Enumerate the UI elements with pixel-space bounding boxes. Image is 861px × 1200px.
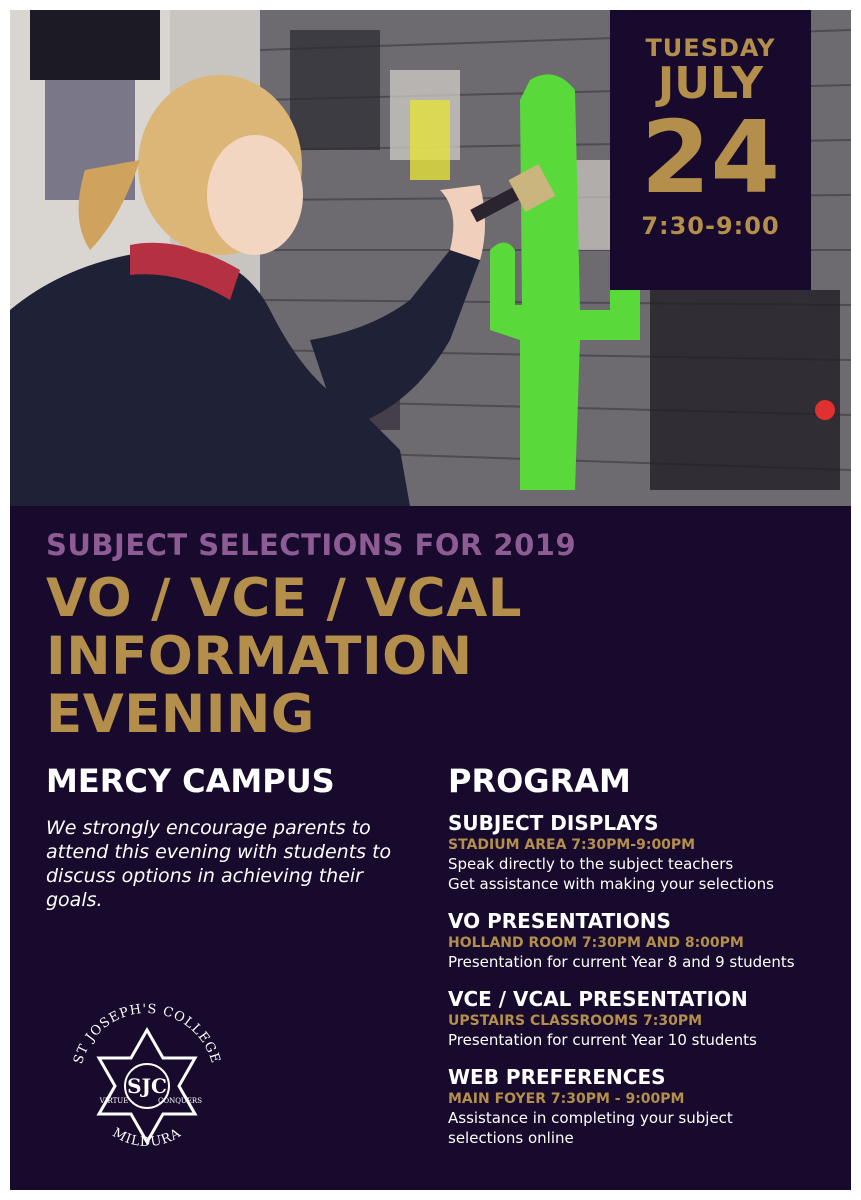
program-item-line: Speak directly to the subject teachers — [448, 855, 734, 873]
program-item — [448, 810, 848, 894]
poster — [10, 10, 851, 1190]
program-item-title: VO PRESENTATIONS — [448, 909, 671, 933]
title-line: INFORMATION — [46, 626, 473, 687]
page-title — [46, 570, 522, 744]
campus-text: We strongly encourage parents to attend this evening with students to discuss options in achieving their goals. — [46, 817, 392, 911]
program-item-title: SUBJECT DISPLAYS — [448, 811, 659, 835]
program-item-location: HOLLAND ROOM 7:30PM AND 8:00PM — [448, 935, 744, 951]
date-month: JULY — [657, 58, 764, 109]
program-item-line: Presentation for current Year 8 and 9 students — [448, 953, 795, 971]
date-number: 24 — [640, 99, 781, 216]
title-line: EVENING — [46, 684, 315, 745]
program-item-line: Presentation for current Year 10 students — [448, 1031, 757, 1049]
date-box — [610, 10, 811, 290]
logo-monogram: SJC — [127, 1074, 167, 1098]
program-item-location: MAIN FOYER 7:30PM - 9:00PM — [448, 1091, 685, 1107]
program-heading: PROGRAM — [448, 762, 631, 800]
program-item-line: Get assistance with making your selections — [448, 875, 774, 893]
campus-heading: MERCY CAMPUS — [46, 762, 335, 800]
college-logo — [62, 1000, 232, 1160]
star-emblem-icon — [62, 1000, 232, 1160]
program-item-location: UPSTAIRS CLASSROOMS 7:30PM — [448, 1013, 703, 1029]
program-item-title: VCE / VCAL PRESENTATION — [448, 987, 748, 1011]
program-list — [448, 810, 848, 1162]
program-item — [448, 986, 848, 1050]
program-item-title: WEB PREFERENCES — [448, 1065, 666, 1089]
title-line: VO / VCE / VCAL — [46, 568, 522, 629]
logo-bottom-text: MILDURA — [109, 1125, 185, 1151]
logo-top-text: ST JOSEPH'S COLLEGE — [71, 1001, 223, 1066]
program-item — [448, 1064, 848, 1148]
logo-motto-right: CONQUERS — [157, 1097, 203, 1105]
program-item — [448, 908, 848, 972]
date-time: 7:30-9:00 — [641, 212, 780, 240]
program-item-line: selections online — [448, 1129, 574, 1147]
date-day: TUESDAY — [645, 34, 776, 62]
program-item-location: STADIUM AREA 7:30PM-9:00PM — [448, 837, 696, 853]
program-item-line: Assistance in completing your subject — [448, 1109, 733, 1127]
subtitle: SUBJECT SELECTIONS FOR 2019 — [46, 528, 577, 562]
logo-motto-left: VIRTUE — [99, 1097, 129, 1105]
